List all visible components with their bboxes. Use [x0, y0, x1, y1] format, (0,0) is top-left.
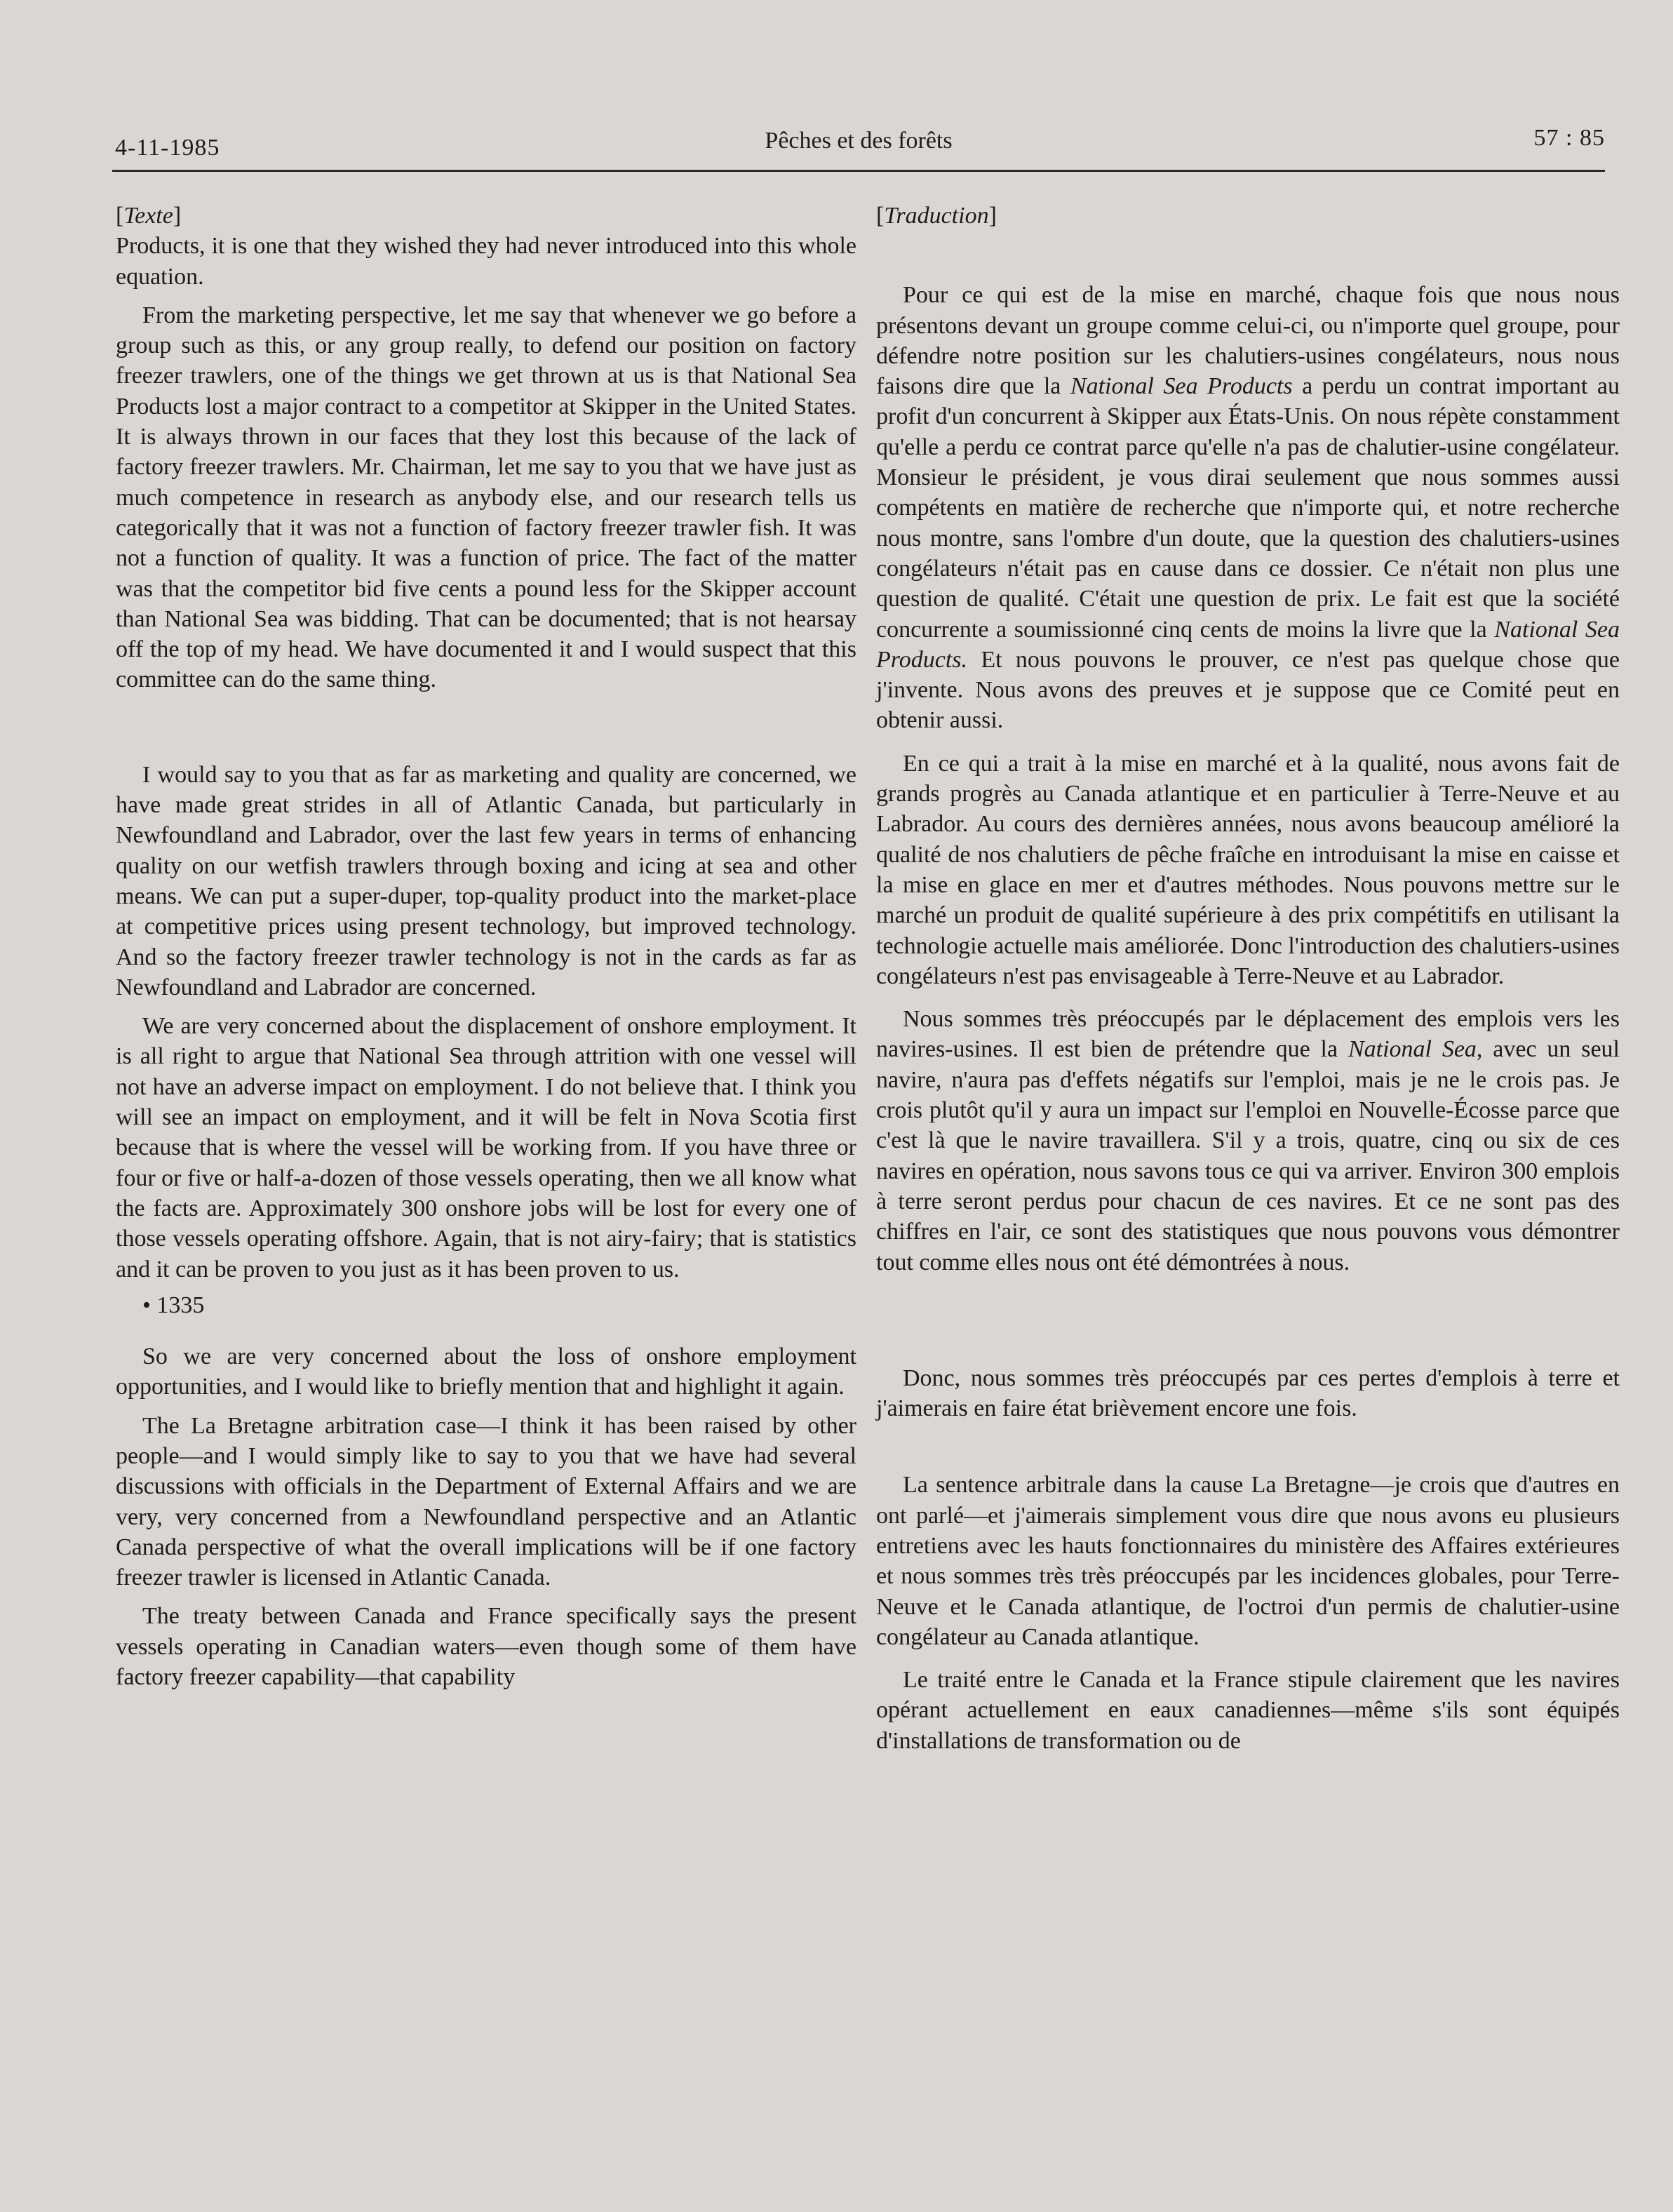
- paragraph: Nous sommes très préoccupés par le déplacement des emplois vers les navires-usines. Il est bien de prétendre que la National Sea, avec un seul navire, n'aura pas d'effets négatifs sur l'emploi, mais je ne le crois pas. Je crois plutôt qu'il y aura un impact sur l'emploi en Nouvelle-Écosse parce que c'est là que le navire travaillera. S'il y a trois, quatre, cinq ou six de ces navires en opération, nous savons tous ce qui va arriver. Environ 300 emplois à terre seront perdus pour chacun de ces navires. Et ce ne sont pas des chiffres en l'air, ce sont des statistiques que nous pouvons vous démontrer tout comme elles nous ont été démontrées à nous.: [876, 1006, 1620, 1275]
- paragraph: From the marketing perspective, let me say that whenever we go before a group such as this, or any group really, to defend our position on factory freezer trawlers, one of the things we get thrown at us is that National Sea Products lost a major contract to a competitor at Skipper in the United States. It is always thrown in our faces that they lost this because of the lack of factory freezer trawlers. Mr. Chairman, let me say to you that we have just as much competence in research as anybody else, and our research tells us categorically that it was not a function of factory freezer trawler fish. It was not a function of quality. It was a function of price. The fact of the matter was that the competitor bid five cents a pound less for the Skipper account than National Sea was bidding. That can be documented; that is not hearsay off the top of my head. We have documented it and I would suspect that this committee can do the same thing.: [116, 302, 856, 693]
- header-rule: [112, 170, 1605, 172]
- paragraph: So we are very concerned about the loss of onshore employment opportunities, and I would like to briefly mention that and highlight it again.: [116, 1343, 856, 1400]
- header-page-number: 57 : 85: [1533, 125, 1605, 151]
- tag-text: Traduction: [884, 203, 989, 229]
- page-header: [112, 125, 1605, 167]
- time-stamp: • 1335: [142, 1292, 205, 1318]
- paragraph: Donc, nous sommes très préoccupés par ces pertes d'emplois à terre et j'aimerais en faire état brièvement encore une fois.: [876, 1365, 1620, 1422]
- language-tag-left: [Texte]: [116, 203, 182, 229]
- paragraph: The La Bretagne arbitration case—I think it has been raised by other people—and I would simply like to say to you that we have had several discussions with officials in the Department of External Affairs and we are very, very concerned from a Newfoundland perspective and an Atlantic Canada perspective of what the overall implications will be if one factory freezer trawler is licensed in Atlantic Canada.: [116, 1412, 856, 1591]
- french-column: [876, 201, 1620, 1756]
- paragraph: Le traité entre le Canada et la France stipule clairement que les navires opérant actuellement en eaux canadiennes—même s'ils sont équipés d'installations de transformation ou de: [876, 1667, 1620, 1754]
- language-tag-right: [Traduction]: [876, 203, 997, 229]
- header-date: 4-11-1985: [115, 135, 220, 161]
- paragraph: The treaty between Canada and France specifically says the present vessels operating in Canadian waters—even though some of them have factory freezer capability—that capability: [116, 1603, 856, 1691]
- paragraph: En ce qui a trait à la mise en marché et à la qualité, nous avons fait de grands progrès au Canada atlantique et en particulier à Terre-Neuve et au Labrador. Au cours des dernières années, nous avons beaucoup amélioré la qualité de nos chalutiers de pêche fraîche en introduisant la mise en caisse et la mise en glace en mer et d'autres méthodes. Nous pouvons mettre sur le marché un produit de qualité supérieure à des prix compétitifs en utilisant la technologie actuelle mais améliorée. Donc l'introduction des chalutiers-usines congélateurs n'est pas envisageable à Terre-Neuve et au Labrador.: [876, 750, 1620, 989]
- paragraph: Products, it is one that they wished they had never introduced into this whole equation.: [116, 233, 856, 290]
- paragraph: Pour ce qui est de la mise en marché, chaque fois que nous nous présentons devant un groupe comme celui-ci, ou n'importe quel groupe, pour défendre notre position sur les chalutiers-usines congélateurs, nous nous faisons dire que la National Sea Products a perdu un contrat important au profit d'un concurrent à Skipper aux États-Unis. On nous répète constamment qu'elle a perdu ce contrat parce qu'elle n'a pas de chalutier-usine congélateur. Monsieur le président, je vous dirai seulement que nous sommes aussi compétents en matière de recherche que n'importe qui, et notre recherche nous montre, sans l'ombre d'un doute, que la question des chalutiers-usines congélateurs n'était pas en cause dans ce dossier. Ce n'était non plus une question de qualité. C'était une question de prix. Le fait est que la société concurrente a soumissionné cinq cents de moins la livre que la National Sea Products. Et nous pouvons le prouver, ce n'est pas quelque chose que j'invente. Nous avons des preuves et je suppose que ce Comité peut en obtenir aussi.: [876, 282, 1620, 734]
- paragraph: La sentence arbitrale dans la cause La Bretagne—je crois que d'autres en ont parlé—et j'aimerais simplement vous dire que nous avons eu plusieurs entretiens avec les hauts fonctionnaires du ministère des Affaires extérieures et nous sommes très très préoccupés par les incidences globales, pour Terre-Neuve et le Canada atlantique, de l'octroi d'un permis de chalutier-usine congélateur au Canada atlantique.: [876, 1472, 1620, 1650]
- english-column: [116, 201, 856, 1692]
- header-title: Pêches et des forêts: [765, 128, 953, 154]
- paragraph: I would say to you that as far as marketing and quality are concerned, we have made great strides in all of Atlantic Canada, but particularly in Newfoundland and Labrador, over the last few years in terms of enhancing quality on our wetfish trawlers through boxing and icing at sea and other means. We can put a super-duper, top-quality product into the market-place at competitive prices using present technology, but improved technology. And so the factory freezer trawler technology is not in the cards as far as Newfoundland and Labrador are concerned.: [116, 761, 856, 1000]
- tag-text: Texte: [123, 203, 173, 229]
- paragraph: We are very concerned about the displacement of onshore employment. It is all right to argue that National Sea through attrition with one vessel will not have an adverse impact on employment. I do not believe that. I think you will see an impact on employment, and it will be felt in Nova Scotia first because that is where the vessel will be working from. If you have three or four or five or half-a-dozen of those vessels operating, then we all know what the facts are. Approximately 300 onshore jobs will be lost for every one of those vessels operating offshore. Again, that is not airy-fairy; that is statistics and it can be proven to you just as it has been proven to us.: [116, 1013, 856, 1282]
